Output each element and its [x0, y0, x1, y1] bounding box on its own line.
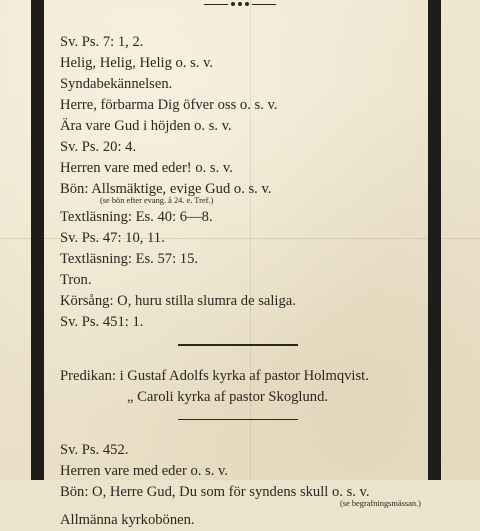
- service-line: Syndabekännelsen.: [60, 76, 173, 92]
- service-line: Allmänna kyrkobönen.: [60, 512, 195, 528]
- mourning-border-left: [31, 0, 44, 480]
- service-line: Sv. Ps. 452.: [60, 442, 129, 458]
- order-of-service: [60, 32, 430, 531]
- service-line: Textläsning: Es. 57: 15.: [60, 251, 199, 267]
- service-line: Bön: O, Herre Gud, Du som för syndens skull o. s. v.: [60, 484, 370, 500]
- service-line: Sv. Ps. 7: 1, 2.: [60, 34, 144, 50]
- service-line: Herren vare med eder o. s. v.: [60, 463, 229, 479]
- footnote-burial-mass: (se begrafningsmässan.): [340, 499, 421, 508]
- service-line: Herren vare med eder! o. s. v.: [60, 160, 233, 176]
- section-divider: [178, 419, 298, 421]
- service-line: Herre, förbarma Dig öfver oss o. s. v.: [60, 97, 278, 113]
- service-line: Helig, Helig, Helig o. s. v.: [60, 55, 214, 71]
- top-ornament: [204, 0, 276, 10]
- service-line: Sv. Ps. 47: 10, 11.: [60, 230, 165, 246]
- service-line: Bön: Allsmäktige, evige Gud o. s. v.: [60, 181, 272, 197]
- service-line: Tron.: [60, 272, 92, 288]
- service-line: Ära vare Gud i höjden o. s. v.: [60, 118, 232, 134]
- sermon-line: Predikan: i Gustaf Adolfs kyrka af pastor Holmqvist.: [60, 367, 369, 384]
- sermon-line: „ Caroli kyrka af pastor Skoglund.: [127, 388, 329, 405]
- service-line: Textläsning: Es. 40: 6—8.: [60, 209, 213, 225]
- service-line: Sv. Ps. 20: 4.: [60, 139, 137, 155]
- section-divider: [178, 344, 298, 346]
- service-line: Körsång: O, huru stilla slumra de saliga.: [60, 293, 296, 309]
- footnote-prayer: (se bön efter evang. å 24. e. Tref.): [100, 196, 214, 205]
- service-line: Sv. Ps. 451: 1.: [60, 314, 144, 330]
